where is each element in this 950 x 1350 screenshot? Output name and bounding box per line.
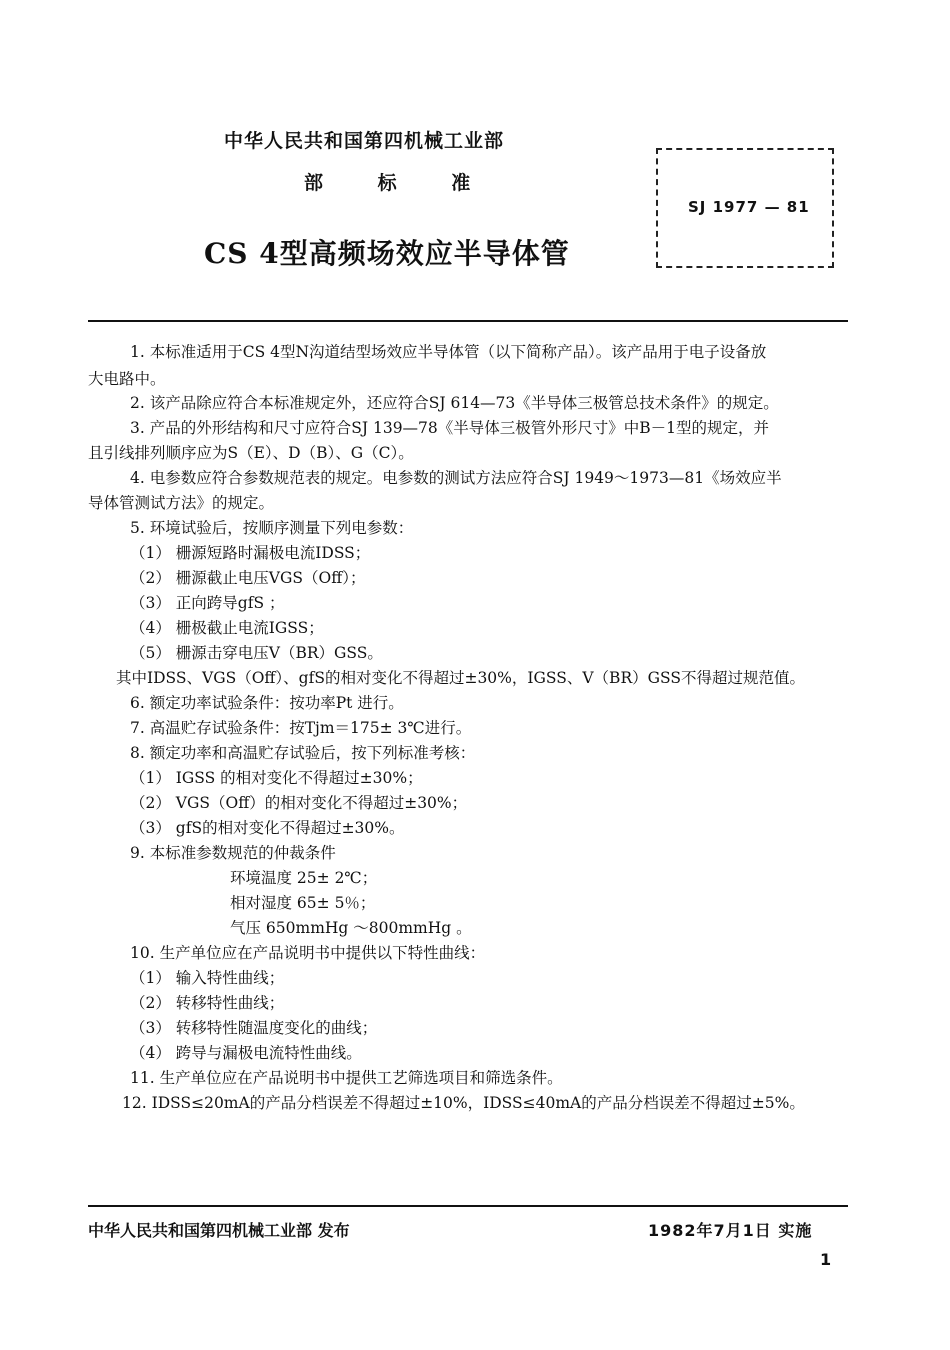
- body-line: 11. 生产单位应在产品说明书中提供工艺筛选项目和筛选条件。: [130, 1069, 563, 1087]
- body-line: 12. IDSS≤20mA的产品分档误差不得超过±10%，IDSS≤40mA的产品分档误差不得超过±5%。: [122, 1094, 805, 1112]
- body-line: 其中IDSS、VGS（Off）、gfS的相对变化不得超过±30%，IGSS、V（BR）GSS不得超过规范值。: [116, 669, 805, 687]
- body-line: （3） 正向跨导gfS ；: [130, 594, 285, 612]
- standard-type: [304, 168, 518, 195]
- body-line: 2. 该产品除应符合本标准规定外，还应符合SJ 614—73《半导体三极管总技术条件》的规定。: [130, 394, 779, 412]
- standard-type-char: 部: [304, 172, 324, 194]
- body-line: 9. 本标准参数规范的仲裁条件: [130, 844, 336, 862]
- footer-divider: [88, 1205, 848, 1207]
- body-line: （4） 栅极截止电流IGSS；: [130, 619, 324, 637]
- body-line: （2） 栅源截止电压VGS（Off）；: [130, 569, 366, 587]
- body-line: 环境温度 25± 2℃；: [230, 869, 378, 887]
- ministry-name: 中华人民共和国第四机械工业部: [224, 130, 505, 152]
- body-line: （2） VGS（Off）的相对变化不得超过±30%；: [130, 794, 468, 812]
- body-line: 气压 650mmHg ～800mmHg 。: [230, 919, 472, 937]
- body-line: 3. 产品的外形结构和尺寸应符合SJ 139—78《半导体三极管外形尺寸》中B－1型的规定，并: [130, 419, 770, 437]
- standard-code: SJ 1977 — 81: [688, 198, 810, 216]
- body-line: （4） 跨导与漏极电流特性曲线。: [130, 1044, 362, 1062]
- body-line: 导体管测试方法》的规定。: [88, 494, 275, 512]
- page-number: 1: [820, 1250, 832, 1269]
- body-line: （5） 栅源击穿电压V（BR）GSS。: [130, 644, 383, 662]
- body-line: 10. 生产单位应在产品说明书中提供以下特性曲线：: [130, 944, 486, 962]
- header-divider: [88, 320, 848, 322]
- body-line: （1） 栅源短路时漏极电流IDSS；: [130, 544, 371, 562]
- body-line: 1. 本标准适用于CS 4型N沟道结型场效应半导体管（以下简称产品）。该产品用于电子设备放: [130, 343, 767, 361]
- body-line: 相对湿度 65± 5％；: [230, 894, 376, 912]
- body-line: 6. 额定功率试验条件：按功率Pt 进行。: [130, 694, 404, 712]
- body-line: （3） 转移特性随温度变化的曲线；: [130, 1019, 378, 1037]
- body-line: 且引线排列顺序应为S（E）、D（B）、G（C）。: [88, 444, 414, 462]
- body-line: 大电路中。: [88, 370, 166, 388]
- body-line: （1） IGSS 的相对变化不得超过±30%；: [130, 769, 423, 787]
- document-title: CS 4型高频场效应半导体管: [204, 237, 570, 270]
- body-line: （1） 输入特性曲线；: [130, 969, 285, 987]
- standard-type-char: 标: [377, 172, 397, 194]
- body-line: 5. 环境试验后，按顺序测量下列电参数：: [130, 519, 414, 537]
- body-line: （3） gfS的相对变化不得超过±30%。: [130, 819, 405, 837]
- publisher: 中华人民共和国第四机械工业部 发布: [88, 1221, 350, 1240]
- standard-code-box: [656, 148, 834, 268]
- body-line: 8. 额定功率和高温贮存试验后，按下列标准考核：: [130, 744, 476, 762]
- body-line: 4. 电参数应符合参数规范表的规定。电参数的测试方法应符合SJ 1949～1973—81《场效应半: [130, 469, 782, 487]
- effective-date: 1982年7月1日 实施: [648, 1221, 813, 1240]
- body-line: （2） 转移特性曲线；: [130, 994, 285, 1012]
- standard-type-char: 准: [451, 172, 471, 194]
- body-line: 7. 高温贮存试验条件：按Tjm＝175± 3℃进行。: [130, 719, 472, 737]
